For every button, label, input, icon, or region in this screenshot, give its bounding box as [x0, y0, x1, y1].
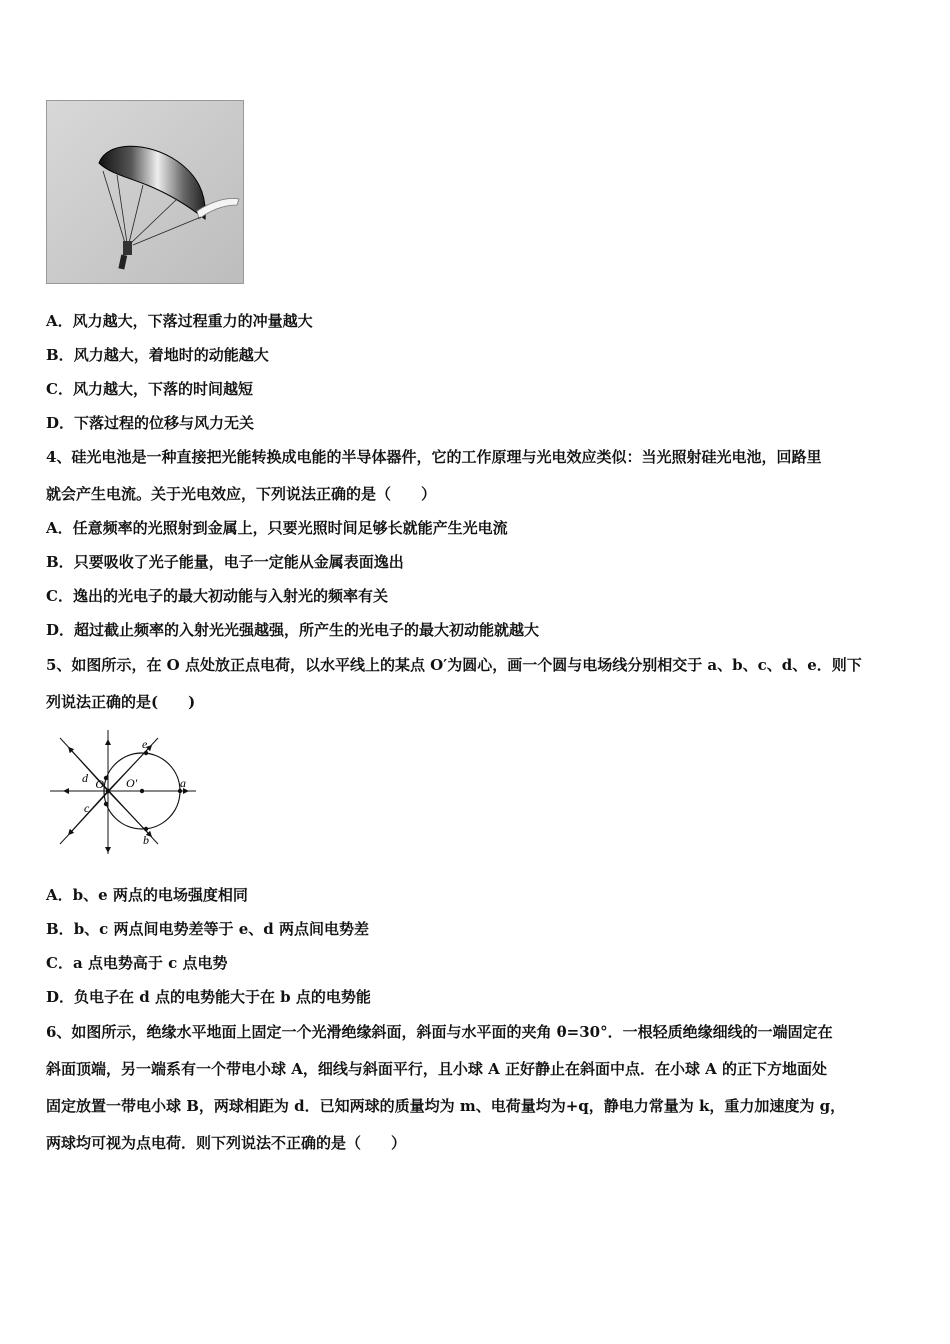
point-e: [144, 751, 148, 755]
q3-option-b: B．风力越大，着地时的动能越大: [46, 346, 269, 364]
q5-option-b: B．b、c 两点间电势差等于 e、d 两点间电势差: [46, 920, 370, 938]
point-b: [144, 827, 148, 831]
label-e: e: [142, 737, 148, 751]
label-c: c: [84, 801, 90, 815]
q5-stem-line-1: 5、如图所示，在 O 点处放正点电荷，以水平线上的某点 O′为圆心，画一个圆与电场线分别相交于 a、b、c、d、e．则下: [46, 656, 862, 674]
q3-option-d: D．下落过程的位移与风力无关: [46, 414, 255, 432]
label-o: O: [95, 777, 104, 791]
point-o-prime: [140, 789, 144, 793]
q4-option-c: C．逸出的光电子的最大初动能与入射光的频率有关: [46, 587, 388, 605]
q4-stem-line-2: 就会产生电流。关于光电效应，下列说法正确的是（ ）: [46, 485, 437, 503]
point-d: [104, 776, 108, 780]
q5-stem-line-2: 列说法正确的是( ): [46, 693, 196, 711]
parachute-illustration: [47, 101, 243, 283]
point-o: [106, 789, 110, 793]
q4-option-a: A．任意频率的光照射到金属上，只要光照时间足够长就能产生光电流: [46, 519, 508, 537]
q6-stem-line-3: 固定放置一带电小球 B，两球相距为 d．已知两球的质量均为 m、电荷量均为+q，静电力常量为 k，重力加速度为 g，: [46, 1097, 846, 1115]
label-d: d: [82, 771, 88, 785]
q3-option-a: A．风力越大，下落过程重力的冲量越大: [46, 312, 313, 330]
q6-stem-line-1: 6、如图所示，绝缘水平地面上固定一个光滑绝缘斜面，斜面与水平面的夹角 θ=30°．一根轻质绝缘细线的一端固定在: [46, 1023, 833, 1041]
q4-option-d: D．超过截止频率的入射光光强越强，所产生的光电子的最大初动能就越大: [46, 621, 540, 639]
q4-option-b: B．只要吸收了光子能量，电子一定能从金属表面逸出: [46, 553, 404, 571]
parachute-photo: [46, 100, 244, 284]
q5-option-d: D．负电子在 d 点的电势能大于在 b 点的电势能: [46, 988, 371, 1006]
label-b: b: [143, 833, 149, 847]
q6-stem-line-4: 两球均可视为点电荷．则下列说法不正确的是（ ）: [46, 1134, 407, 1152]
electric-field-diagram: [46, 728, 198, 858]
q4-stem-line-1: 4、硅光电池是一种直接把光能转换成电能的半导体器件，它的工作原理与光电效应类似：当光照射硅光电池，回路里: [46, 448, 822, 466]
q6-stem-line-2: 斜面顶端，另一端系有一个带电小球 A，细线与斜面平行，且小球 A 正好静止在斜面中点．在小球 A 的正下方地面处: [46, 1060, 828, 1078]
q5-option-a: A．b、e 两点的电场强度相同: [46, 886, 248, 904]
q3-option-c: C．风力越大，下落的时间越短: [46, 380, 253, 398]
point-c: [104, 802, 108, 806]
q5-option-c: C．a 点电势高于 c 点电势: [46, 954, 228, 972]
label-a: a: [180, 776, 186, 790]
label-o-prime: O′: [126, 776, 138, 790]
